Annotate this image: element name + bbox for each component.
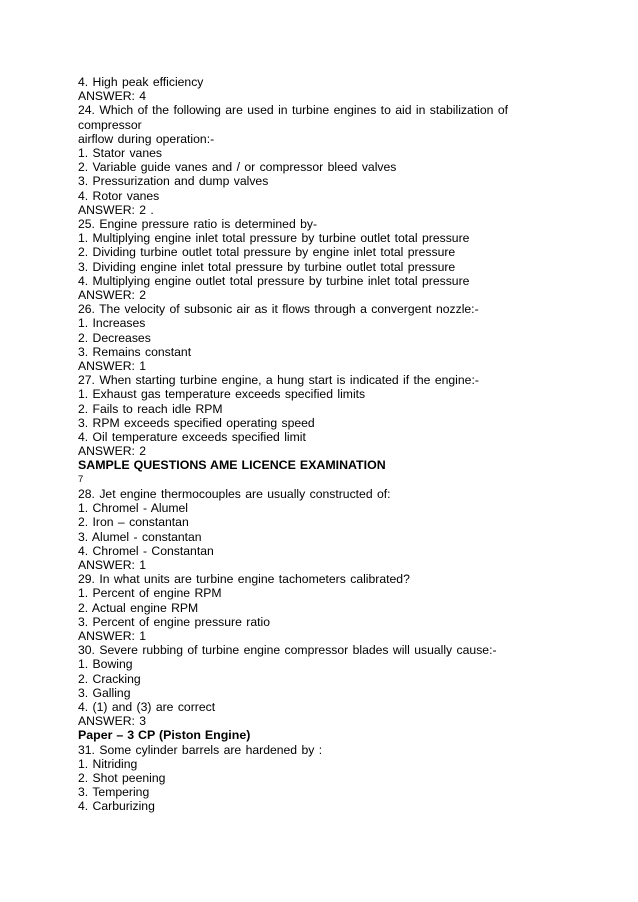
answer-line: ANSWER: 1: [78, 557, 147, 572]
option-line: 1. Nitriding: [78, 756, 138, 771]
option-line: 2. Variable guide vanes and / or compressor bleed valves: [78, 160, 397, 175]
option-line: 4. Carburizing: [78, 799, 155, 814]
question-line: 28. Jet engine thermocouples are usually constructed of:: [78, 486, 391, 501]
option-line: 3. Percent of engine pressure ratio: [78, 614, 270, 629]
option-line: 3. Tempering: [78, 785, 150, 800]
question-line: 26. The velocity of subsonic air as it flows through a convergent nozzle:-: [78, 302, 479, 317]
option-line: 1. Percent of engine RPM: [78, 586, 222, 601]
answer-line: ANSWER: 1: [78, 359, 147, 374]
option-line: 3. Remains constant: [78, 344, 192, 359]
document-page: [78, 75, 548, 814]
option-line: 2. Decreases: [78, 330, 151, 345]
option-line: 1. Exhaust gas temperature exceeds specified limits: [78, 387, 366, 402]
text-line: airflow during operation:-: [78, 131, 215, 146]
answer-line: ANSWER: 3: [78, 714, 147, 729]
question-line: 29. In what units are turbine engine tachometers calibrated?: [78, 572, 410, 587]
question-line: 31. Some cylinder barrels are hardened by :: [78, 742, 323, 757]
answer-line: ANSWER: 2: [78, 288, 147, 303]
option-line: 2. Iron – constantan: [78, 515, 189, 530]
option-line: 3. Galling: [78, 685, 131, 700]
answer-line: ANSWER: 2: [78, 444, 147, 459]
section-heading: SAMPLE QUESTIONS AME LICENCE EXAMINATION: [78, 458, 386, 473]
option-line: 4. Rotor vanes: [78, 188, 160, 203]
section-heading: Paper – 3 CP (Piston Engine): [78, 728, 251, 743]
option-line: 4. Multiplying engine outlet total pressure by turbine inlet total pressure: [78, 273, 470, 288]
option-line: 2. Dividing turbine outlet total pressure by engine inlet total pressure: [78, 245, 456, 260]
question-line: 25. Engine pressure ratio is determined by-: [78, 217, 318, 232]
option-line: 4. (1) and (3) are correct: [78, 699, 216, 714]
option-line: 1. Chromel - Alumel: [78, 501, 189, 516]
option-line: 1. Multiplying engine inlet total pressure by turbine outlet total pressure: [78, 231, 470, 246]
option-line: 4. Chromel - Constantan: [78, 543, 214, 558]
option-line: 4. Oil temperature exceeds specified limit: [78, 430, 306, 445]
option-line: 3. Dividing engine inlet total pressure by turbine outlet total pressure: [78, 259, 456, 274]
option-line: 2. Cracking: [78, 671, 141, 686]
page-number: 7: [78, 473, 84, 485]
answer-line: ANSWER: 2 .: [78, 202, 154, 217]
question-line: 24. Which of the following are used in turbine engines to aid in stabilization of compressor: [78, 103, 508, 132]
option-line: 4. High peak efficiency: [78, 75, 204, 89]
option-line: 1. Stator vanes: [78, 146, 162, 161]
question-line: 30. Severe rubbing of turbine engine compressor blades will usually cause:-: [78, 643, 497, 658]
option-line: 1. Increases: [78, 316, 146, 331]
option-line: 2. Actual engine RPM: [78, 600, 199, 615]
answer-line: ANSWER: 4: [78, 89, 147, 104]
option-line: 2. Shot peening: [78, 770, 166, 785]
option-line: 3. Alumel - constantan: [78, 529, 202, 544]
option-line: 1. Bowing: [78, 657, 133, 672]
option-line: 3. RPM exceeds specified operating speed: [78, 415, 315, 430]
option-line: 3. Pressurization and dump valves: [78, 174, 269, 189]
answer-line: ANSWER: 1: [78, 628, 147, 643]
option-line: 2. Fails to reach idle RPM: [78, 401, 223, 416]
question-line: 27. When starting turbine engine, a hung start is indicated if the engine:-: [78, 373, 479, 388]
